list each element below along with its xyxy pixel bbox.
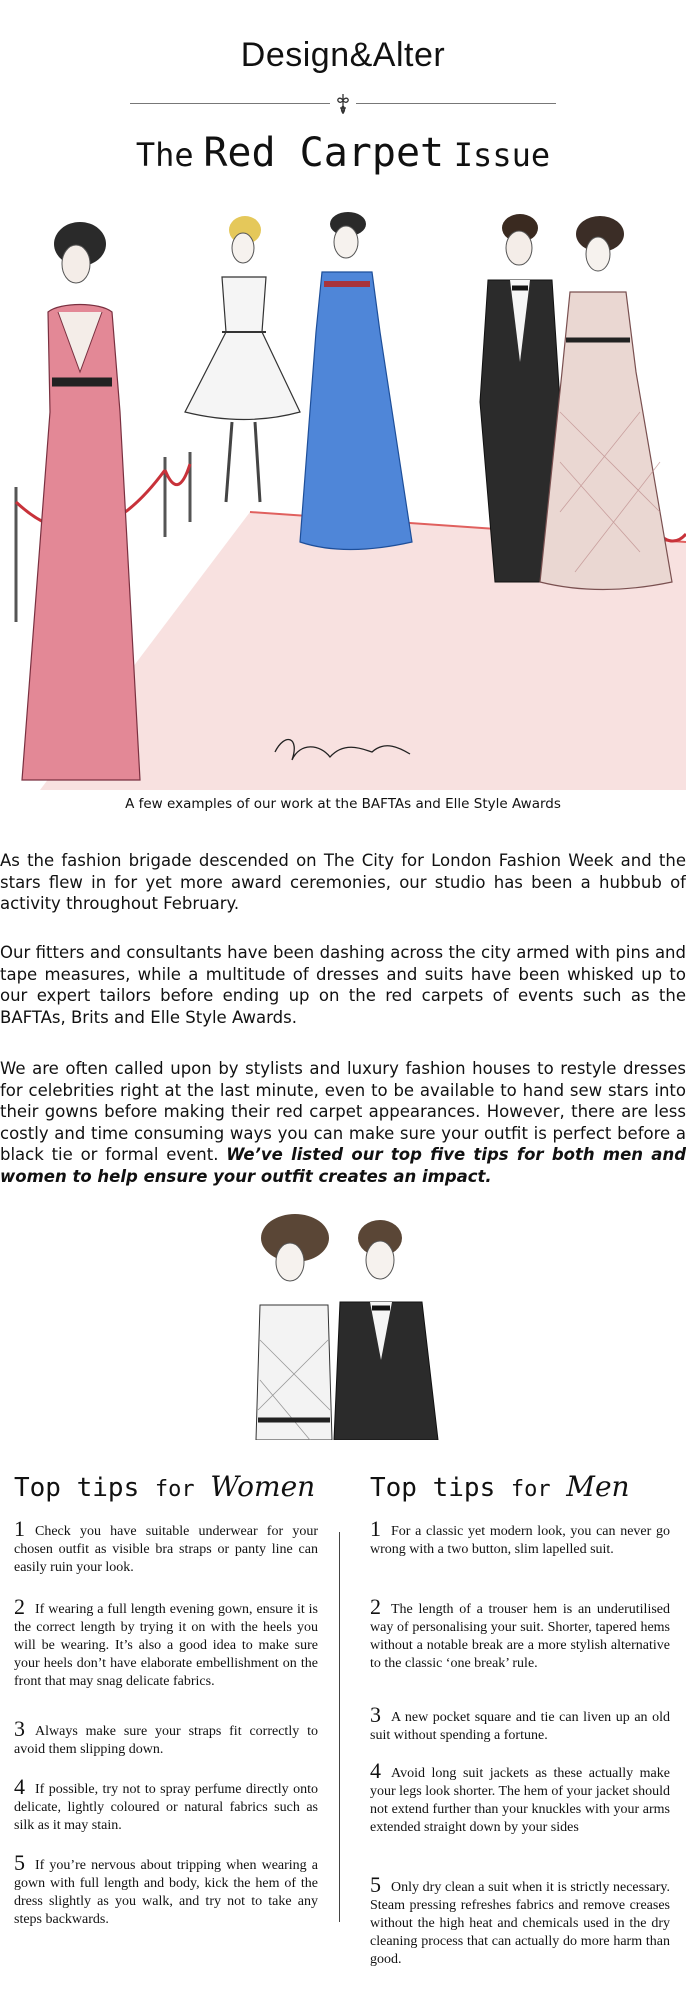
header-divider-left	[130, 103, 330, 104]
men-tip-2	[370, 1594, 670, 1673]
figure-white-dress	[185, 216, 300, 502]
men-tip-4-number: 4	[370, 1758, 381, 1783]
couple-illustration	[240, 1210, 446, 1440]
men-tip-4	[370, 1758, 670, 1837]
women-tip-3-number: 3	[14, 1716, 25, 1741]
women-tips-column	[14, 1470, 318, 1503]
women-tip-2-text: If wearing a full length evening gown, ensure it is the correct length by trying it on with the heels you will be wearing. It’s also a good idea to make sure your heels don’t have elaborate embellishment on the front that may snag delicate fabrics.	[14, 1602, 318, 1689]
men-tips-column	[370, 1470, 676, 1503]
women-tip-4-number: 4	[14, 1774, 25, 1799]
women-tip-2-number: 2	[14, 1594, 25, 1619]
men-tip-2-text: The length of a trouser hem is an underutilised way of personalising your suit. Shorter, tapered hems without a notable break are a more stylish alternative to the classic ‘one break’ rule.	[370, 1602, 670, 1671]
women-tip-5	[14, 1850, 318, 1929]
women-tips-title-prefix: Top tips	[14, 1473, 140, 1503]
men-tip-5	[370, 1872, 670, 1969]
women-tip-3	[14, 1716, 318, 1759]
issue-title-prefix: The	[135, 136, 194, 174]
women-tip-2	[14, 1594, 318, 1691]
women-tip-1-number: 1	[14, 1516, 25, 1541]
figure-blue-gown	[300, 212, 412, 550]
figure-red-gown	[22, 222, 140, 780]
men-tips-title-prefix: Top tips	[370, 1473, 496, 1503]
men-tip-1-text: For a classic yet modern look, you can never go wrong with a two button, slim lapelled suit.	[370, 1524, 670, 1557]
men-tips-title-word: Men	[566, 1470, 630, 1503]
women-tip-4	[14, 1774, 318, 1835]
fleuron-ornament-icon	[331, 92, 355, 116]
figure-plaid-gown	[540, 216, 672, 590]
red-carpet-illustration	[0, 212, 686, 790]
men-tips-title	[370, 1470, 676, 1503]
issue-title	[0, 130, 686, 176]
men-tip-1-number: 1	[370, 1516, 381, 1541]
men-tip-5-number: 5	[370, 1872, 381, 1897]
women-tip-5-number: 5	[14, 1850, 25, 1875]
brand-title: Design&Alter	[240, 36, 446, 74]
women-tips-title	[14, 1470, 318, 1503]
women-tip-3-text: Always make sure your straps fit correctly to avoid them slipping down.	[14, 1724, 318, 1757]
illustration-caption: A few examples of our work at the BAFTAs and Elle Style Awards	[125, 796, 561, 812]
men-tip-3-text: A new pocket square and tie can liven up an old suit without spending a fortune.	[370, 1710, 670, 1743]
women-tip-4-text: If possible, try not to spray perfume directly onto delicate, lightly coloured or natural fabrics such as silk as it may stain.	[14, 1782, 318, 1833]
men-tips-title-for: for	[510, 1477, 551, 1502]
women-tip-1-text: Check you have suitable underwear for your chosen outfit as visible bra straps or panty line can easily ruin your look.	[14, 1524, 318, 1575]
column-divider	[339, 1532, 340, 1922]
men-tip-5-text: Only dry clean a suit when it is strictly necessary. Steam pressing refreshes fabrics and remove creases without the high heat and chemicals used in the dry cleaning process that can actually do more harm than good.	[370, 1880, 670, 1967]
women-tip-5-text: If you’re nervous about tripping when wearing a gown with full length and body, kick the hem of the dress slightly as you walk, and try not to take any steps backwards.	[14, 1858, 318, 1927]
women-tips-title-word: Women	[210, 1470, 316, 1503]
article-paragraph-3	[0, 1058, 686, 1187]
issue-title-main: Red Carpet	[203, 130, 445, 176]
article-paragraph-3-emphasis: We’ve listed our top five tips for both men and women to help ensure your outfit creates an impact.	[0, 1145, 686, 1186]
article-paragraph-3-text: We are often called upon by stylists and luxury fashion houses to restyle dresses for celebrities right at the last minute, even to be available to hand sew stars into their gowns before making their red carpet appearances. However, there are less costly and time consuming ways you can make sure your outfit is perfect before a black tie or formal event.	[0, 1059, 686, 1164]
issue-title-suffix: Issue	[453, 136, 551, 174]
women-tips-title-for: for	[154, 1477, 195, 1502]
men-tip-3	[370, 1702, 670, 1745]
men-tip-3-number: 3	[370, 1702, 381, 1727]
article-paragraph-2: Our fitters and consultants have been dashing across the city armed with pins and tape measures, while a multitude of dresses and suits have been whisked up to our expert tailors before ending up on the red carpets of events such as the BAFTAs, Brits and Elle Style Awards.	[0, 943, 686, 1027]
men-tip-4-text: Avoid long suit jackets as these actually make your legs look shorter. The hem of your jacket should not extend further than your knuckles with your arms extended straight down by your sides	[370, 1766, 670, 1835]
header-divider-right	[356, 103, 556, 104]
women-tip-1	[14, 1516, 318, 1577]
article-paragraph-1: As the fashion brigade descended on The City for London Fashion Week and the stars flew in for yet more award ceremonies, our studio has been a hubbub of activity throughout February.	[0, 851, 686, 913]
men-tip-2-number: 2	[370, 1594, 381, 1619]
men-tip-1	[370, 1516, 670, 1559]
